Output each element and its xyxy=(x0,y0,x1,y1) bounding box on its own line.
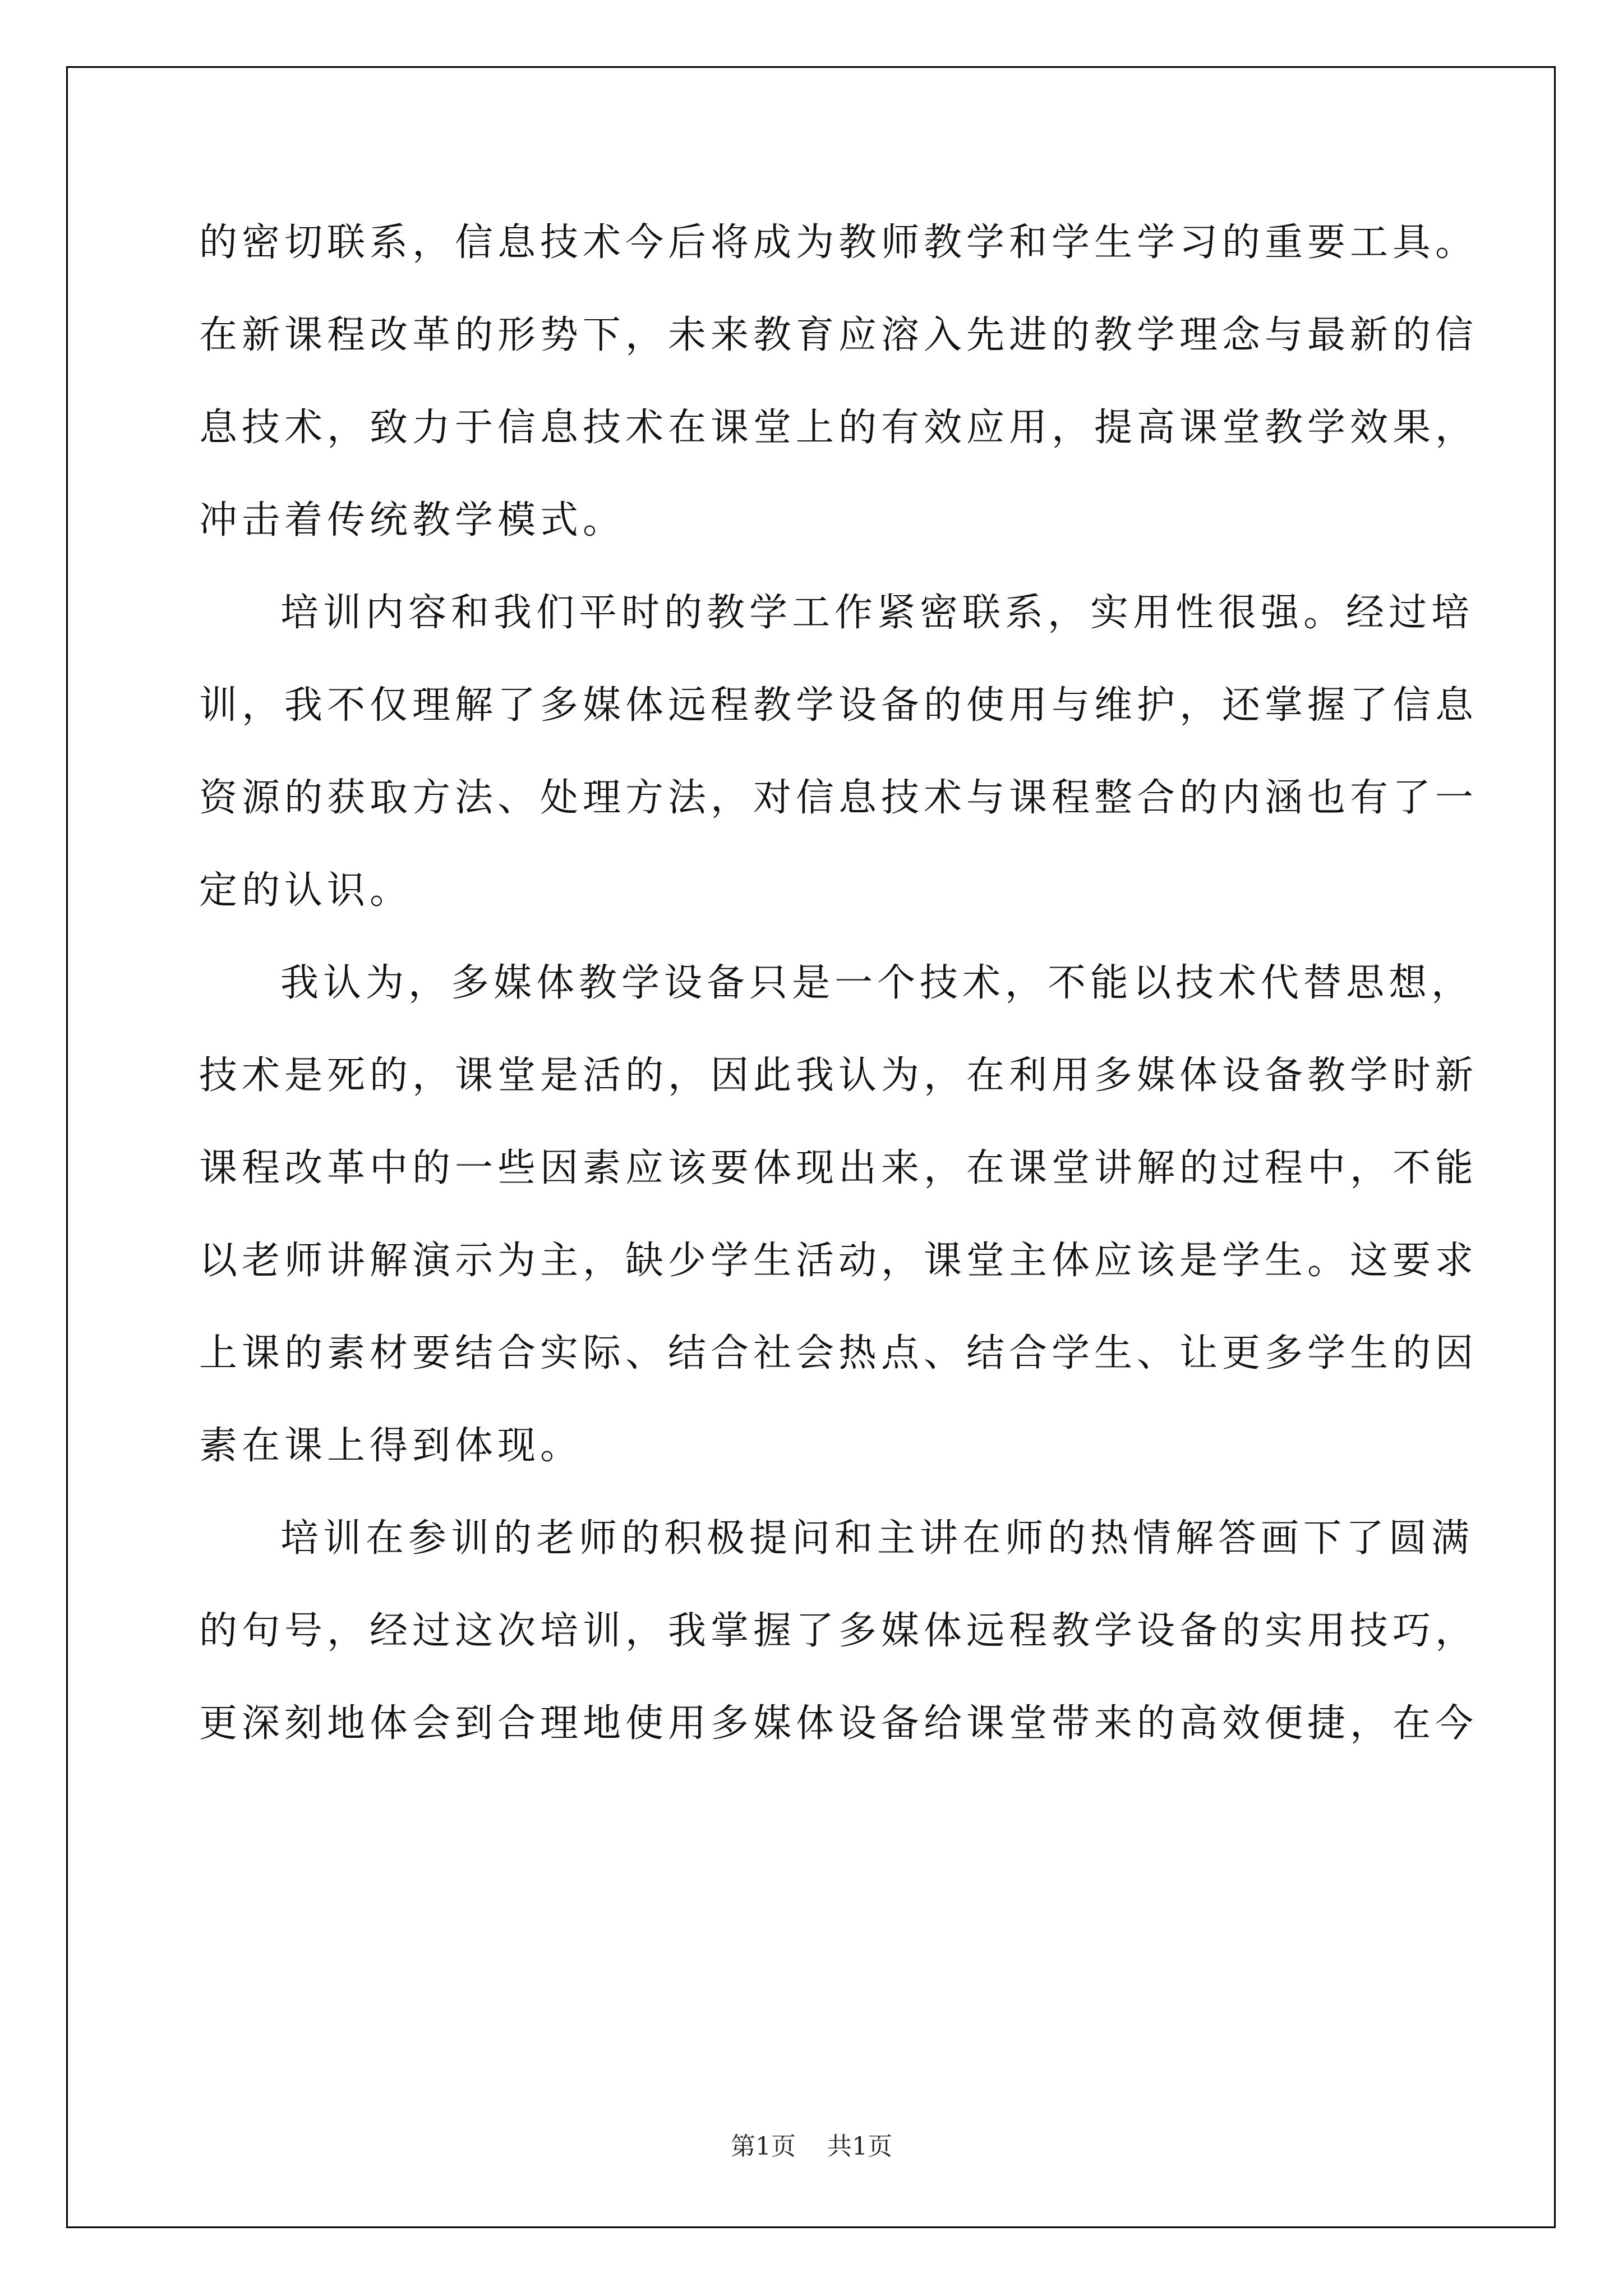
page-footer xyxy=(0,2126,1623,2162)
text-line: 以老师讲解演示为主，缺少学生活动，课堂主体应该是学生。这要求 xyxy=(199,1239,1478,1283)
text-line: 培训在参训的老师的积极提问和主讲在师的热情解答画下了圆满 xyxy=(280,1516,1474,1561)
text-line: 培训内容和我们平时的教学工作紧密联系，实用性很强。经过培 xyxy=(280,591,1474,635)
text-line: 的密切联系，信息技术今后将成为教师教学和学生学习的重要工具。 xyxy=(199,220,1478,265)
text-line: 课程改革中的一些因素应该要体现出来，在课堂讲解的过程中，不能 xyxy=(199,1146,1478,1190)
text-line: 资源的获取方法、处理方法，对信息技术与课程整合的内涵也有了一 xyxy=(199,776,1478,820)
page-number: 第1页 xyxy=(731,2132,796,2161)
document-body xyxy=(199,196,1478,1770)
text-line: 训，我不仅理解了多媒体远程教学设备的使用与维护，还掌握了信息 xyxy=(199,683,1478,728)
text-line: 上课的素材要结合实际、结合社会热点、结合学生、让更多学生的因 xyxy=(199,1331,1478,1375)
footer-gap xyxy=(796,2132,827,2161)
text-line: 定的认识。 xyxy=(199,868,413,913)
page-total: 共1页 xyxy=(827,2132,892,2161)
text-line: 我认为，多媒体教学设备只是一个技术，不能以技术代替思想， xyxy=(280,961,1474,1005)
text-line: 技术是死的，课堂是活的，因此我认为，在利用多媒体设备教学时新 xyxy=(199,1053,1478,1098)
text-line: 息技术，致力于信息技术在课堂上的有效应用，提高课堂教学效果， xyxy=(199,406,1478,450)
text-line: 素在课上得到体现。 xyxy=(199,1424,583,1468)
text-line: 冲击着传统教学模式。 xyxy=(199,498,626,542)
text-line: 更深刻地体会到合理地使用多媒体设备给课堂带来的高效便捷，在今 xyxy=(199,1701,1478,1746)
text-line: 的句号，经过这次培训，我掌握了多媒体远程教学设备的实用技巧， xyxy=(199,1609,1478,1653)
text-line: 在新课程改革的形势下，未来教育应溶入先进的教学理念与最新的信 xyxy=(199,313,1478,357)
